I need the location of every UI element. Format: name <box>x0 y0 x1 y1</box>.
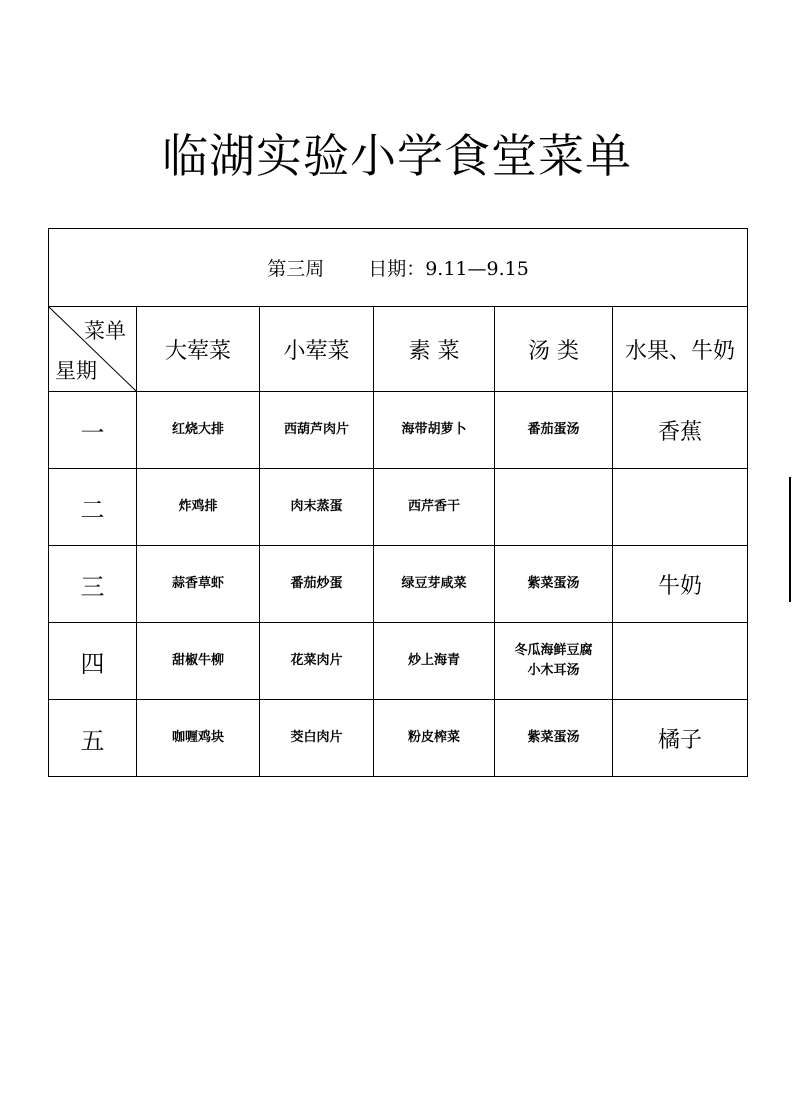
fruit-milk <box>613 623 748 700</box>
day-label: 五 <box>49 700 137 777</box>
col-header-vegetable: 素 菜 <box>374 307 495 392</box>
week-row <box>49 229 748 307</box>
week-cell <box>49 229 748 307</box>
page-edge-line <box>789 477 791 602</box>
vegetable-dish: 西芹香干 <box>374 469 495 546</box>
small-meat-dish: 番茄炒蛋 <box>260 546 374 623</box>
small-meat-dish: 花菜肉片 <box>260 623 374 700</box>
header-row <box>49 307 748 392</box>
menu-table <box>48 228 748 777</box>
table-row <box>49 623 748 700</box>
corner-weekday-label: 星期 <box>55 359 97 383</box>
soup-dish <box>495 469 613 546</box>
meat-dish: 红烧大排 <box>137 392 260 469</box>
page-title: 临湖实验小学食堂菜单 <box>162 129 632 183</box>
table-row <box>49 469 748 546</box>
soup-line-1: 冬瓜海鲜豆腐 <box>514 643 593 658</box>
small-meat-dish: 西葫芦肉片 <box>260 392 374 469</box>
meat-dish: 蒜香草虾 <box>137 546 260 623</box>
col-header-small-meat: 小荤菜 <box>260 307 374 392</box>
corner-menu-label: 菜单 <box>84 319 126 343</box>
vegetable-dish: 炒上海青 <box>374 623 495 700</box>
small-meat-dish: 茭白肉片 <box>260 700 374 777</box>
col-header-meat: 大荤菜 <box>137 307 260 392</box>
meat-dish: 甜椒牛柳 <box>137 623 260 700</box>
date-range: 日期：9.11—9.15 <box>368 258 529 280</box>
soup-dish: 紫菜蛋汤 <box>495 546 613 623</box>
corner-header-cell <box>49 307 137 392</box>
col-header-fruit-milk: 水果、牛奶 <box>613 307 748 392</box>
day-label: 四 <box>49 623 137 700</box>
table-row <box>49 392 748 469</box>
soup-dish <box>495 623 613 700</box>
fruit-milk <box>613 469 748 546</box>
table-row <box>49 700 748 777</box>
day-label: 一 <box>49 392 137 469</box>
fruit-milk: 橘子 <box>613 700 748 777</box>
soup-dish: 番茄蛋汤 <box>495 392 613 469</box>
meat-dish: 炸鸡排 <box>137 469 260 546</box>
day-label: 二 <box>49 469 137 546</box>
meat-dish: 咖喱鸡块 <box>137 700 260 777</box>
col-header-soup: 汤 类 <box>495 307 613 392</box>
week-label: 第三周 <box>267 258 325 280</box>
small-meat-dish: 肉末蒸蛋 <box>260 469 374 546</box>
day-label: 三 <box>49 546 137 623</box>
soup-line-2: 小木耳汤 <box>527 663 580 678</box>
vegetable-dish: 粉皮榨菜 <box>374 700 495 777</box>
fruit-milk: 香蕉 <box>613 392 748 469</box>
vegetable-dish: 海带胡萝卜 <box>374 392 495 469</box>
soup-dish: 紫菜蛋汤 <box>495 700 613 777</box>
table-row <box>49 546 748 623</box>
fruit-milk: 牛奶 <box>613 546 748 623</box>
vegetable-dish: 绿豆芽咸菜 <box>374 546 495 623</box>
